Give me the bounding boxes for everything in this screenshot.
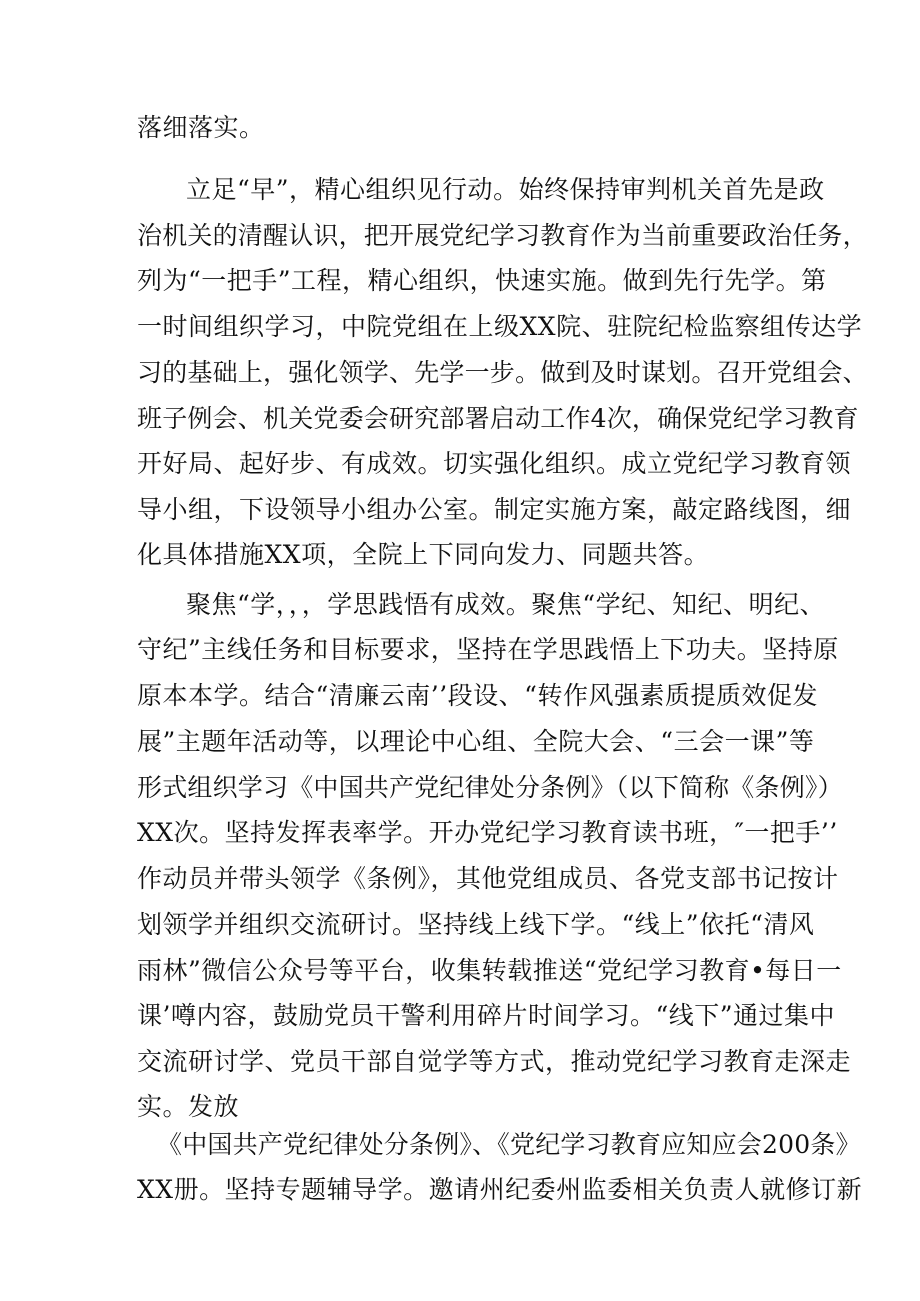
- text-line: 导小组，下设领导小组办公室。制定实施方案，敲定路线图，细: [137, 495, 852, 524]
- text-line: 治机关的清醒认识，把开展党纪学习教育作为当前重要政治任务，: [137, 221, 868, 250]
- text-line: 划领学并组织交流研讨。坚持线上线下学。“线上”依托“清风: [137, 910, 815, 939]
- text-line: XX次。坚持发挥表率学。开办党纪学习教育读书班，″一把手’’: [137, 818, 838, 847]
- text-line: 交流研讨学、党员干部自觉学等方式，推动党纪学习教育走深走: [137, 1047, 852, 1076]
- text-line: 原本本学。结合“清廉云南’’段设、“转作风强素质提质效促发: [137, 681, 818, 710]
- text-line: 列为“一把手”工程，精心组织，快速实施。做到先行先学。第: [137, 266, 827, 295]
- text-line: 展”主题年活动等，以理论中心组、全院大会、“三会一课”等: [137, 727, 815, 756]
- text-line: 落细落实。: [137, 113, 265, 142]
- text-line: 一时间组织学习，中院党组在上级XX院、驻院纪检监察组传达学: [137, 312, 863, 341]
- text-line: 作动员并带头领学《条例》，其他党组成员、各党支部书记按计: [137, 864, 839, 893]
- text-line: 习的基础上，强化领学、先学一步。做到及时谋划。召开党组会、: [137, 358, 868, 387]
- paragraph-1-first-line: 立足“早”，精心组织见行动。始终保持审判机关首先是政: [186, 175, 825, 204]
- text-line: 实。发放: [137, 1092, 240, 1121]
- text-line: 班子例会、机关党委会研究部署启动工作4次，确保党纪学习教育: [137, 404, 859, 433]
- text-line: 守纪”主线任务和目标要求，坚持在学思践悟上下功夫。坚持原: [137, 635, 839, 664]
- paragraph-2-first-line: 聚焦“学，，，学思践悟有成效。聚焦“学纪、知纪、明纪、: [186, 590, 826, 619]
- text-line: 雨林”微信公众号等平台，收集转载推送“党纪学习教育•每日一: [137, 956, 842, 985]
- text-line: 化具体措施XX项，全院上下同向发力、同题共答。: [137, 540, 710, 569]
- text-line: 开好局、起好步、有成效。切实强化组织。成立党纪学习教育领: [137, 449, 852, 478]
- text-line: 形式组织学习《中国共产党纪律处分条例》（以下简称《条例》）: [137, 773, 843, 802]
- text-line: 《中国共产党纪律处分条例》、《党纪学习教育应知应会200条》: [157, 1130, 861, 1159]
- text-line: XX册。坚持专题辅导学。邀请州纪委州监委相关负责人就修订新: [137, 1175, 863, 1204]
- text-line: 课’噂内容，鼓励党员干警利用碎片时间学习。“线下”通过集中: [137, 1001, 836, 1030]
